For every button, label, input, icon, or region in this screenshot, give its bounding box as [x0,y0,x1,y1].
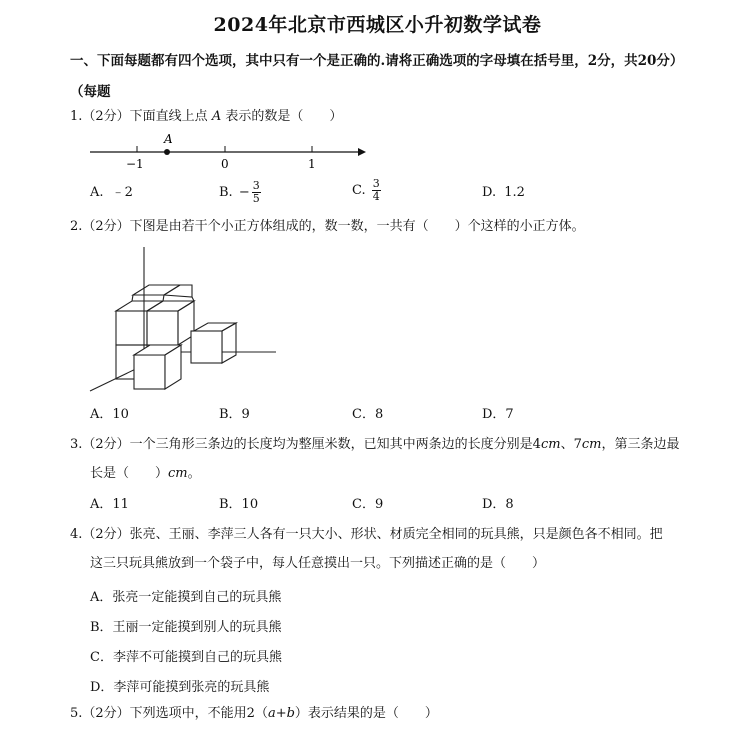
number-line-arrow-icon [358,148,366,156]
cube-face [147,311,178,345]
cube-face [164,285,192,297]
option-d[interactable]: D．7 [482,407,514,422]
question-number: 2. [70,219,83,234]
option-label: A. [90,185,104,200]
option-d[interactable]: D．李萍可能摸到张亮的玩具熊 [90,680,270,695]
option-c[interactable]: C．8 [352,407,384,422]
point-a-marker [164,149,170,155]
option-label: D. [482,185,497,200]
denominator: 5 [252,192,260,205]
question-text: （2分）下列选项中，不能用2（ [82,706,268,721]
tick-label: −1 [126,157,144,171]
option-a[interactable]: A．10 [90,407,129,422]
option-d[interactable] [482,184,525,202]
question-4 [70,526,663,544]
unit: cm [168,466,188,481]
unit: cm [540,437,561,452]
question-text: （2分）下图是由若干个小正方体组成的，数一数，一共有（ ）个这样的小正方体。 [82,219,585,234]
option-b[interactable]: B．9 [219,407,250,422]
option-a[interactable]: A．张亮一定能摸到自己的玩具熊 [90,590,282,605]
section-heading: 一、下面每题都有四个选项，其中只有一个是正确的.请将正确选项的字母填在括号里，2分，共20分） [70,53,684,69]
option-d[interactable]: D．8 [482,497,514,512]
option-value: 1.2 [504,185,525,200]
point-label-inline: A [211,109,222,124]
fraction [372,178,381,203]
question-2 [70,218,585,236]
question-number: 3. [70,437,83,452]
tick-label: 1 [308,157,316,171]
question-3-line-2 [90,465,201,483]
section-heading-continuation: （每题 [70,84,111,100]
question-5 [70,705,438,723]
option-a[interactable] [90,184,133,202]
fraction [252,180,261,205]
option-value: ﹣2 [111,185,133,200]
number-line [88,130,368,174]
cube-edge [163,295,164,301]
question-text: （2分）张亮、王丽、李萍三人各有一只大小、形状、材质完全相同的玩具熊，只是颜色各不相同。把 [82,527,663,542]
question-3 [70,436,679,454]
question-text-mid: 、7 [560,437,582,452]
cube-figure [88,245,283,395]
question-text: （2分）下面直线上点 [82,109,208,124]
tick-label: 0 [221,157,229,171]
option-c[interactable]: C．李萍不可能摸到自己的玩具熊 [90,650,282,665]
option-a[interactable]: A．11 [90,497,129,512]
question-text-end: ，第三条边最 [601,437,680,452]
cube-face [116,311,147,345]
question-4-line-2: 这三只玩具熊放到一个袋子中，每人任意摸出一只。下列描述正确的是（ ） [90,556,546,571]
question-text: （2分）一个三角形三条边的长度均为整厘米数，已知其中两条边的长度分别是4 [82,437,541,452]
expression: a+b [267,706,295,721]
option-c[interactable] [352,178,381,203]
unit: cm [581,437,602,452]
cube-edge [192,297,194,301]
question-text: 长是（ ） [90,466,169,481]
option-b[interactable]: B．王丽一定能摸到别人的玩具熊 [90,620,282,635]
option-label: B. [219,185,233,200]
option-sign: − [238,185,250,200]
question-text: 。 [187,466,201,481]
cube-face [222,323,236,363]
question-text-end: ）表示结果的是（ ） [294,706,438,721]
option-c[interactable]: C．9 [352,497,384,512]
point-a-label: A [164,132,173,146]
question-number: 1. [70,109,83,124]
cube-edge [132,295,133,301]
question-number: 4. [70,527,83,542]
denominator: 4 [372,190,380,203]
page-title: 2024年北京市西城区小升初数学试卷 [213,14,542,36]
option-b[interactable] [219,180,261,205]
option-b[interactable]: B．10 [219,497,259,512]
cube-face [191,331,222,363]
question-text-end: 表示的数是（ ） [225,109,343,124]
question-1 [70,108,342,126]
option-label: C. [352,183,366,198]
numerator: 3 [252,179,260,192]
numerator: 3 [372,177,380,190]
question-number: 5. [70,706,83,721]
cube-face [134,355,165,389]
